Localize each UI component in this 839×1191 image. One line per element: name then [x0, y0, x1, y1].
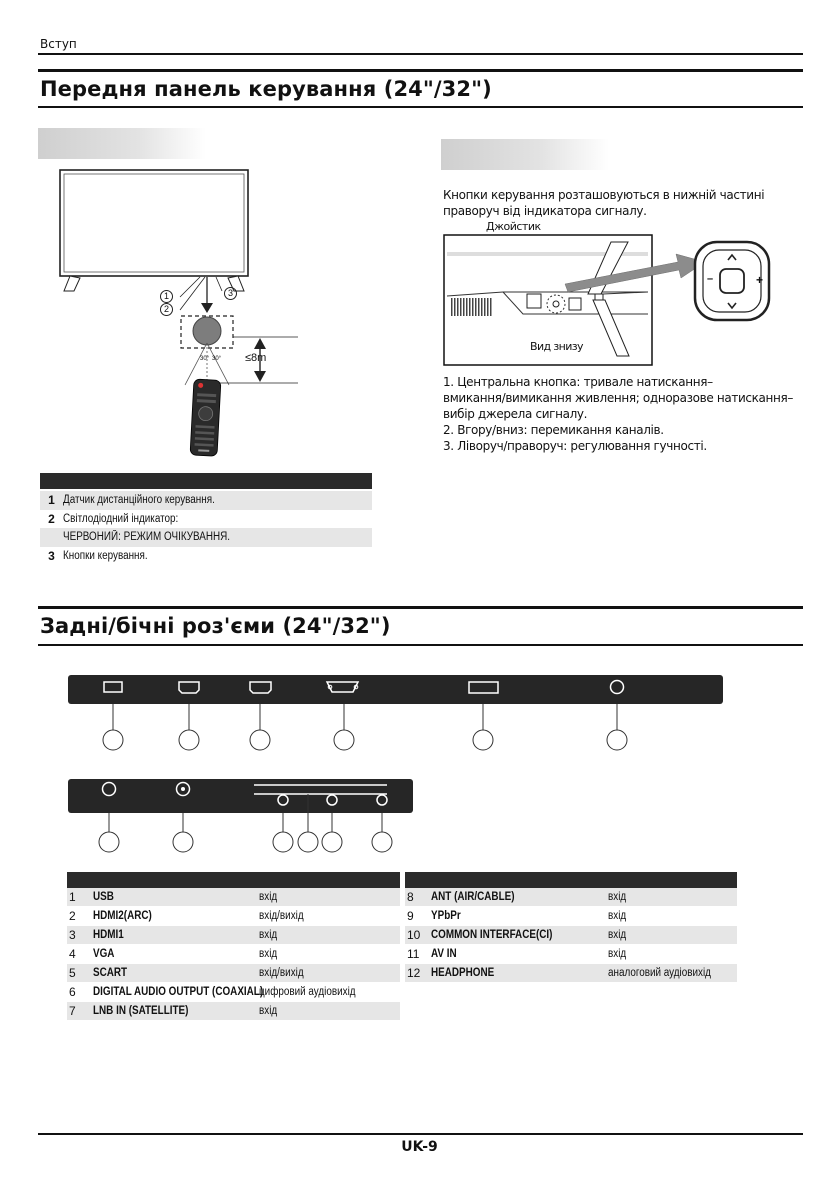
table-row [40, 491, 372, 510]
section-rule-bottom [38, 106, 803, 108]
table-row [67, 1002, 400, 1021]
row-number: 11 [407, 947, 420, 961]
joystick-minus-label: – [707, 273, 714, 285]
callout-1: 1 [160, 290, 173, 303]
table-row [405, 964, 737, 983]
row-number: 2 [48, 511, 55, 526]
angle-label-left: 30° [200, 356, 210, 362]
row-number: 2 [69, 909, 76, 923]
table-row [405, 888, 737, 907]
section-label: Вступ [40, 37, 77, 51]
front-panel-table [40, 473, 372, 565]
table-row [67, 964, 400, 983]
connector-type: вхід [259, 891, 278, 903]
table-row [40, 510, 372, 529]
table-row [67, 983, 400, 1002]
connector-type: вхід [259, 948, 278, 960]
row-text: Датчик дистанційного керування. [63, 494, 215, 507]
connectors-table-right [405, 872, 737, 983]
bottom-view-label: Вид знизу [530, 340, 583, 353]
row-number: 7 [69, 1004, 76, 1018]
connector-name: HEADPHONE [431, 967, 495, 979]
table-row [40, 547, 372, 566]
connector-name: AV IN [431, 948, 457, 960]
control-desc-line-5: 3. Ліворуч/праворуч: регулювання гучності. [443, 439, 707, 453]
section-title: Задні/бічні роз'єми (24"/32") [40, 614, 391, 638]
connector-name: DIGITAL AUDIO OUTPUT (COAXIAL) [93, 986, 264, 998]
bottom-view-illustration [443, 234, 778, 370]
row-number: 3 [69, 928, 76, 942]
section-rule-bottom [38, 644, 803, 646]
connector-name: HDMI2(ARC) [93, 910, 152, 922]
connector-name: SCART [93, 967, 128, 979]
table-row [405, 907, 737, 926]
connector-type: вхід [259, 929, 278, 941]
controls-intro-line-1: Кнопки керування розташовуються в нижній частині [443, 188, 765, 202]
controls-intro-line-2: праворуч від індикатора сигналу. [443, 204, 647, 218]
row-text: Кнопки керування. [63, 549, 148, 562]
connectors-table-left [67, 872, 400, 1021]
table-row [40, 528, 372, 547]
tv-front-illustration [40, 165, 370, 465]
table-row [67, 888, 400, 907]
connector-name: USB [93, 891, 114, 903]
callout-2: 2 [160, 303, 173, 316]
row-number: 9 [407, 909, 414, 923]
joystick-label: Джойстик [486, 220, 541, 233]
footer-rule [38, 1133, 803, 1135]
row-number: 12 [407, 966, 421, 980]
section-rule-top [38, 606, 803, 609]
control-desc-line-1: 1. Центральна кнопка: тривале натискання– [443, 375, 713, 389]
connector-name: HDMI1 [93, 929, 124, 941]
connector-type: вхід [259, 1005, 278, 1017]
row-number: 10 [407, 928, 421, 942]
row-number: 3 [48, 548, 55, 563]
row-number: 1 [69, 890, 76, 904]
joystick-plus-label: + [756, 273, 764, 287]
connector-type: аналоговий аудіовихід [608, 967, 711, 979]
connector-type: вхід/вихід [259, 967, 304, 979]
row-number: 8 [407, 890, 414, 904]
table-header [40, 473, 372, 489]
row-number: 5 [69, 966, 76, 980]
row-text: Світлодіодний індикатор: [63, 512, 179, 525]
header-rule [38, 53, 803, 55]
connector-type: вхід/вихід [259, 910, 304, 922]
callout-3: 3 [224, 287, 237, 300]
control-desc-line-4: 2. Вгору/вниз: перемикання каналів. [443, 423, 664, 437]
page-title: Передня панель керування (24"/32") [40, 77, 492, 101]
table-row [405, 945, 737, 964]
table-header [67, 872, 400, 888]
row-text: ЧЕРВОНИЙ: РЕЖИМ ОЧІКУВАННЯ. [63, 531, 231, 544]
front-illustration-header [38, 128, 206, 159]
control-desc-line-2: вмикання/вимикання живлення; одноразове натискання– [443, 391, 794, 405]
connector-type: вхід [608, 910, 627, 922]
connector-name: YPbPr [431, 910, 461, 922]
row-number: 4 [69, 947, 76, 961]
angle-label-right: 30° [212, 356, 222, 362]
distance-label: ≤8m [245, 352, 267, 364]
table-row [67, 926, 400, 945]
control-desc-line-3: вибір джерела сигналу. [443, 407, 588, 421]
table-row [67, 945, 400, 964]
controls-header [441, 139, 609, 170]
rear-connectors-diagram [66, 672, 726, 862]
connector-type: вхід [608, 891, 627, 903]
table-header [405, 872, 737, 888]
table-row [405, 926, 737, 945]
connector-name: COMMON INTERFACE(CI) [431, 929, 553, 941]
row-number: 6 [69, 985, 76, 999]
connector-name: VGA [93, 948, 115, 960]
connector-type: вхід [608, 948, 627, 960]
row-number: 1 [48, 493, 55, 508]
connector-name: LNB IN (SATELLITE) [93, 1005, 189, 1017]
connector-name: ANT (AIR/CABLE) [431, 891, 515, 903]
connector-type: вхід [608, 929, 627, 941]
page-number: UK-9 [401, 1139, 438, 1155]
table-row [67, 907, 400, 926]
section-rule-top [38, 69, 803, 72]
connector-type: цифровий аудіовихід [259, 986, 356, 998]
